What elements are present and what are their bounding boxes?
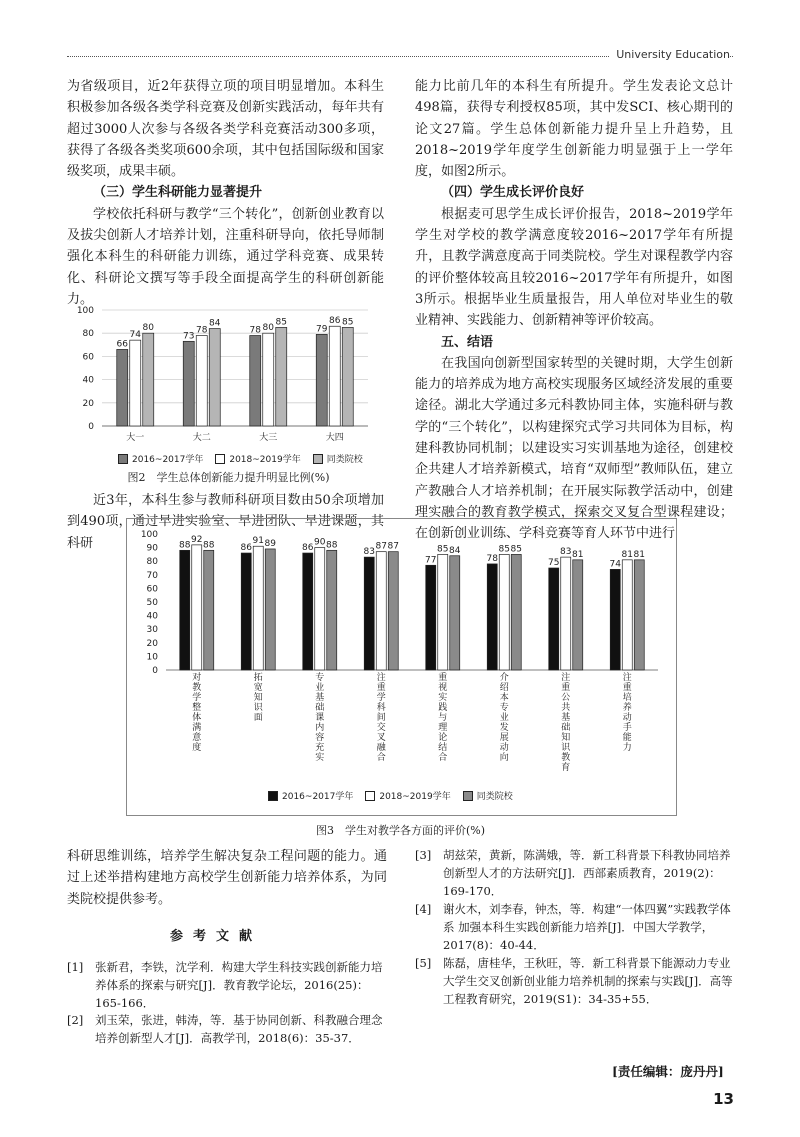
bar — [438, 554, 448, 670]
bar — [192, 545, 202, 670]
bar — [263, 333, 274, 426]
bar — [276, 327, 287, 426]
category-label: 重视实践与理论结合 — [438, 673, 448, 763]
bar — [253, 546, 263, 670]
bar — [209, 329, 220, 426]
bar — [327, 550, 337, 670]
right-paragraph-2: 根据麦可思学生成长评价报告，2018~2019学年学生对学校的教学满意度较2016~2017学年有所提升，且教学满意度高于同类院校。学生对课程教学内容的评价整体较高且较2016~2017学年有所提升，如图3所示。根据毕业生质量报告，用人单位对毕业生的敬业精神、实践能力、创新精神等评价较高。 — [415, 206, 733, 329]
y-tick-label: 90 — [146, 543, 158, 554]
bar — [364, 557, 374, 670]
reference-number: [1] — [67, 960, 84, 974]
data-label: 91 — [252, 536, 264, 547]
section-heading-3: （三）学生科研能力显著提升 — [93, 185, 263, 201]
data-label: 79 — [316, 324, 328, 335]
legend-swatch-2018 — [215, 454, 225, 464]
bar — [549, 568, 559, 670]
y-tick-label: 60 — [82, 352, 94, 363]
data-label: 81 — [633, 549, 645, 560]
data-label: 74 — [609, 559, 621, 570]
category-label: 注重培养动手能力 — [622, 673, 632, 753]
y-tick-label: 20 — [146, 638, 158, 649]
bar — [180, 550, 190, 670]
bottom-left-text — [67, 846, 387, 910]
category-label: 大四 — [325, 433, 344, 443]
data-label: 85 — [437, 544, 449, 555]
bar — [315, 548, 325, 670]
reference-text: 陈磊，唐桂华，王秋旺，等．新工科背景下能源动力专业大学生交叉创新创业能力培养机制的探索与实践[J]．高等工程教育研究，2019(S1)：34-35+55． — [443, 956, 733, 1006]
bottom-paragraph-1: 科研思维训练，培养学生解决复杂工程问题的能力。通过上述举措构建地方高校学生创新能力培养体系，为同类院校提供参考。 — [67, 849, 387, 907]
y-tick-label: 50 — [146, 598, 158, 608]
reference-text: 刘玉荣，张进，韩涛，等．基于协同创新、科教融合理念培养创新型人才[J]．高教学刊，2018(6)：35-37． — [95, 1013, 383, 1045]
legend-label-2016: 2016~2017学年 — [132, 455, 204, 465]
bar — [204, 550, 214, 670]
data-label: 85 — [498, 544, 510, 555]
data-label: 78 — [249, 325, 261, 336]
data-label: 86 — [302, 543, 314, 554]
right-paragraph-1: 能力比前几年的本科生有所提升。学生发表论文总计498篇，获得专利授权85项，其中发SCI、核心期刊的论文27篇。学生总体创新能力提升呈上升趋势，且2018~2019学年度学生创新能力明显强于上一学年度，如图2所示。 — [415, 79, 733, 180]
reference-number: [2] — [67, 1013, 84, 1027]
category-label: 对教学整体满意度 — [192, 673, 202, 753]
data-label: 85 — [510, 544, 522, 555]
category-label: 拓宽知识面 — [253, 673, 263, 723]
data-label: 84 — [449, 545, 461, 556]
references-heading: 参考文献 — [170, 929, 263, 944]
bar — [196, 336, 207, 426]
data-label: 77 — [425, 555, 437, 566]
legend-label-peer: 同类院校 — [326, 455, 363, 465]
bar — [183, 341, 194, 426]
data-label: 88 — [326, 540, 338, 551]
category-label: 注重公共基础知识教育 — [561, 673, 571, 773]
right-column — [415, 76, 733, 545]
y-tick-label: 60 — [146, 584, 158, 595]
figure-3-chart — [126, 522, 675, 784]
data-label: 85 — [275, 317, 287, 328]
y-tick-label: 70 — [146, 570, 158, 581]
bar — [426, 565, 436, 670]
left-paragraph-1: 为省级项目，近2年获得立项的项目明显增加。本科生积极参加各级各类学科竞赛及创新实践活动，每年共有超过3000人次参与各级各类学科竞赛活动300多项，获得了各级各类奖项600余项，其中包括国际级和国家级奖项，成果丰硕。 — [67, 79, 384, 180]
legend3-swatch-peer — [463, 791, 473, 801]
reference-number: [3] — [415, 848, 432, 862]
reference-item — [415, 846, 733, 900]
section-heading-4: （四）学生成长评价良好 — [441, 185, 585, 201]
data-label: 80 — [142, 323, 154, 334]
editor-credit: [责任编辑：庞丹丹] — [612, 1064, 724, 1079]
data-label: 87 — [387, 541, 399, 552]
legend3-label-2018: 2018~2019学年 — [379, 792, 451, 802]
y-tick-label: 40 — [82, 375, 94, 386]
data-label: 88 — [179, 540, 191, 551]
y-tick-label: 80 — [82, 329, 94, 340]
bar — [303, 553, 313, 670]
reference-item — [67, 1011, 383, 1047]
journal-name: University Education — [610, 48, 730, 61]
bar — [130, 340, 141, 426]
data-label: 73 — [183, 331, 195, 342]
bar — [388, 552, 398, 670]
data-label: 84 — [209, 318, 221, 329]
data-label: 85 — [342, 317, 354, 328]
reference-text: 谢火木，刘李春，钟杰，等．构建“一体四翼”实践教学体系 加强本科生实践创新能力培养[J]．中国大学教学，2017(8)：40-44． — [443, 902, 731, 952]
y-tick-label: 0 — [152, 666, 158, 676]
bar — [143, 333, 154, 426]
category-label: 大二 — [192, 433, 211, 443]
right-paragraph-3: 在我国向创新型国家转型的关键时期，大学生创新能力的培养成为地方高校实现服务区域经济发展的重要途径。湖北大学通过多元科教协同主体，实施科研与教学的“三个转化”，以构建探究式学习共同体为目标，构建科教协同机制；以建设实习实训基地为途径，创建校企共建人才培养新模式，培育“双师型”教师队伍，建立产教融合人才培养机制；在开展实际教学活动中，创建理实融合的教育教学模式，探索交叉复合型课程建设；在创新创业训练、学科竞赛等育人环节中进行 — [415, 355, 733, 542]
data-label: 81 — [621, 549, 633, 560]
bar — [634, 560, 644, 670]
bar — [561, 557, 571, 670]
figure-3-legend — [268, 789, 513, 802]
legend-swatch-peer — [313, 454, 323, 464]
data-label: 80 — [262, 323, 274, 334]
bar — [117, 349, 128, 426]
bar — [450, 556, 460, 670]
data-label: 74 — [129, 330, 141, 341]
legend3-swatch-2016 — [268, 791, 278, 801]
reference-text: 张新君，李铁，沈学利．构建大学生科技实践创新能力培养体系的探索与研究[J]．教育教学论坛，2016(25)：165-166． — [95, 960, 383, 1010]
y-tick-label: 20 — [82, 398, 94, 409]
page-number: 13 — [713, 1090, 734, 1108]
data-label: 81 — [572, 549, 584, 560]
left-paragraph-3: 近3年，本科生参与教师科研项目数由50余项增加到490项，通过早进实验室、早进团队、早进课题，其科研 — [67, 493, 384, 551]
reference-number: [4] — [415, 902, 432, 916]
y-tick-label: 100 — [76, 306, 94, 316]
category-label: 注重学科间交叉融合 — [376, 673, 386, 763]
reference-number: [5] — [415, 956, 432, 970]
figure-2-caption: 图2 学生总体创新能力提升明显比例(%) — [127, 471, 330, 484]
y-tick-label: 30 — [146, 625, 158, 636]
data-label: 92 — [191, 534, 203, 545]
bar — [250, 336, 261, 426]
data-label: 66 — [116, 339, 128, 350]
figure-2-chart — [70, 300, 380, 448]
category-label: 介绍本专业发展动向 — [499, 673, 509, 763]
bar — [316, 334, 327, 426]
category-label: 大一 — [126, 433, 145, 443]
bar — [329, 326, 340, 426]
legend-swatch-2016 — [118, 454, 128, 464]
bar — [511, 554, 521, 670]
y-tick-label: 10 — [146, 652, 158, 663]
reference-item — [67, 958, 383, 1012]
legend3-swatch-2018 — [365, 791, 375, 801]
data-label: 83 — [363, 547, 375, 558]
bar — [487, 564, 497, 670]
data-label: 75 — [548, 558, 560, 568]
bar — [376, 552, 386, 670]
reference-item — [415, 900, 733, 954]
data-label: 87 — [375, 541, 387, 552]
legend-label-2018: 2018~2019学年 — [229, 455, 301, 465]
legend3-label-2016: 2016~2017学年 — [282, 792, 354, 802]
figure-2-legend — [118, 452, 363, 465]
bar — [241, 553, 251, 670]
bar — [622, 560, 632, 670]
data-label: 78 — [486, 553, 498, 564]
data-label: 86 — [329, 316, 341, 327]
bar — [265, 549, 275, 670]
bar — [573, 560, 583, 670]
data-label: 89 — [264, 538, 276, 549]
section-heading-5: 五、结语 — [441, 334, 494, 350]
bar — [342, 327, 353, 426]
left-paragraph-2: 学校依托科研与教学“三个转化”，创新创业教育以及拔尖创新人才培养计划，注重科研导向，依托导师制强化本科生的科研能力训练，通过学科竞赛、成果转化、科研论文撰写等手段全面提高学生的科研创新能力。 — [67, 206, 384, 307]
y-tick-label: 80 — [146, 557, 158, 568]
bar — [499, 554, 509, 670]
legend3-label-peer: 同类院校 — [476, 792, 513, 802]
category-label: 大三 — [259, 433, 278, 443]
y-tick-label: 100 — [140, 530, 158, 540]
reference-text: 胡兹荣，黄新，陈满娥，等．新工科背景下科教协同培养创新型人才的方法研究[J]．西部素质教育，2019(2)：169-170． — [443, 848, 731, 898]
data-label: 90 — [314, 537, 326, 548]
reference-item — [415, 954, 733, 1008]
y-tick-label: 40 — [146, 611, 158, 622]
y-tick-label: 0 — [88, 422, 94, 432]
data-label: 86 — [240, 543, 252, 554]
data-label: 88 — [203, 540, 215, 551]
category-label: 专业基础课内容充实 — [315, 673, 325, 763]
bar — [610, 569, 620, 670]
left-column — [67, 76, 384, 310]
data-label: 83 — [560, 547, 572, 558]
figure-3-caption: 图3 学生对教学各方面的评价(%) — [315, 824, 486, 837]
data-label: 78 — [196, 325, 208, 336]
